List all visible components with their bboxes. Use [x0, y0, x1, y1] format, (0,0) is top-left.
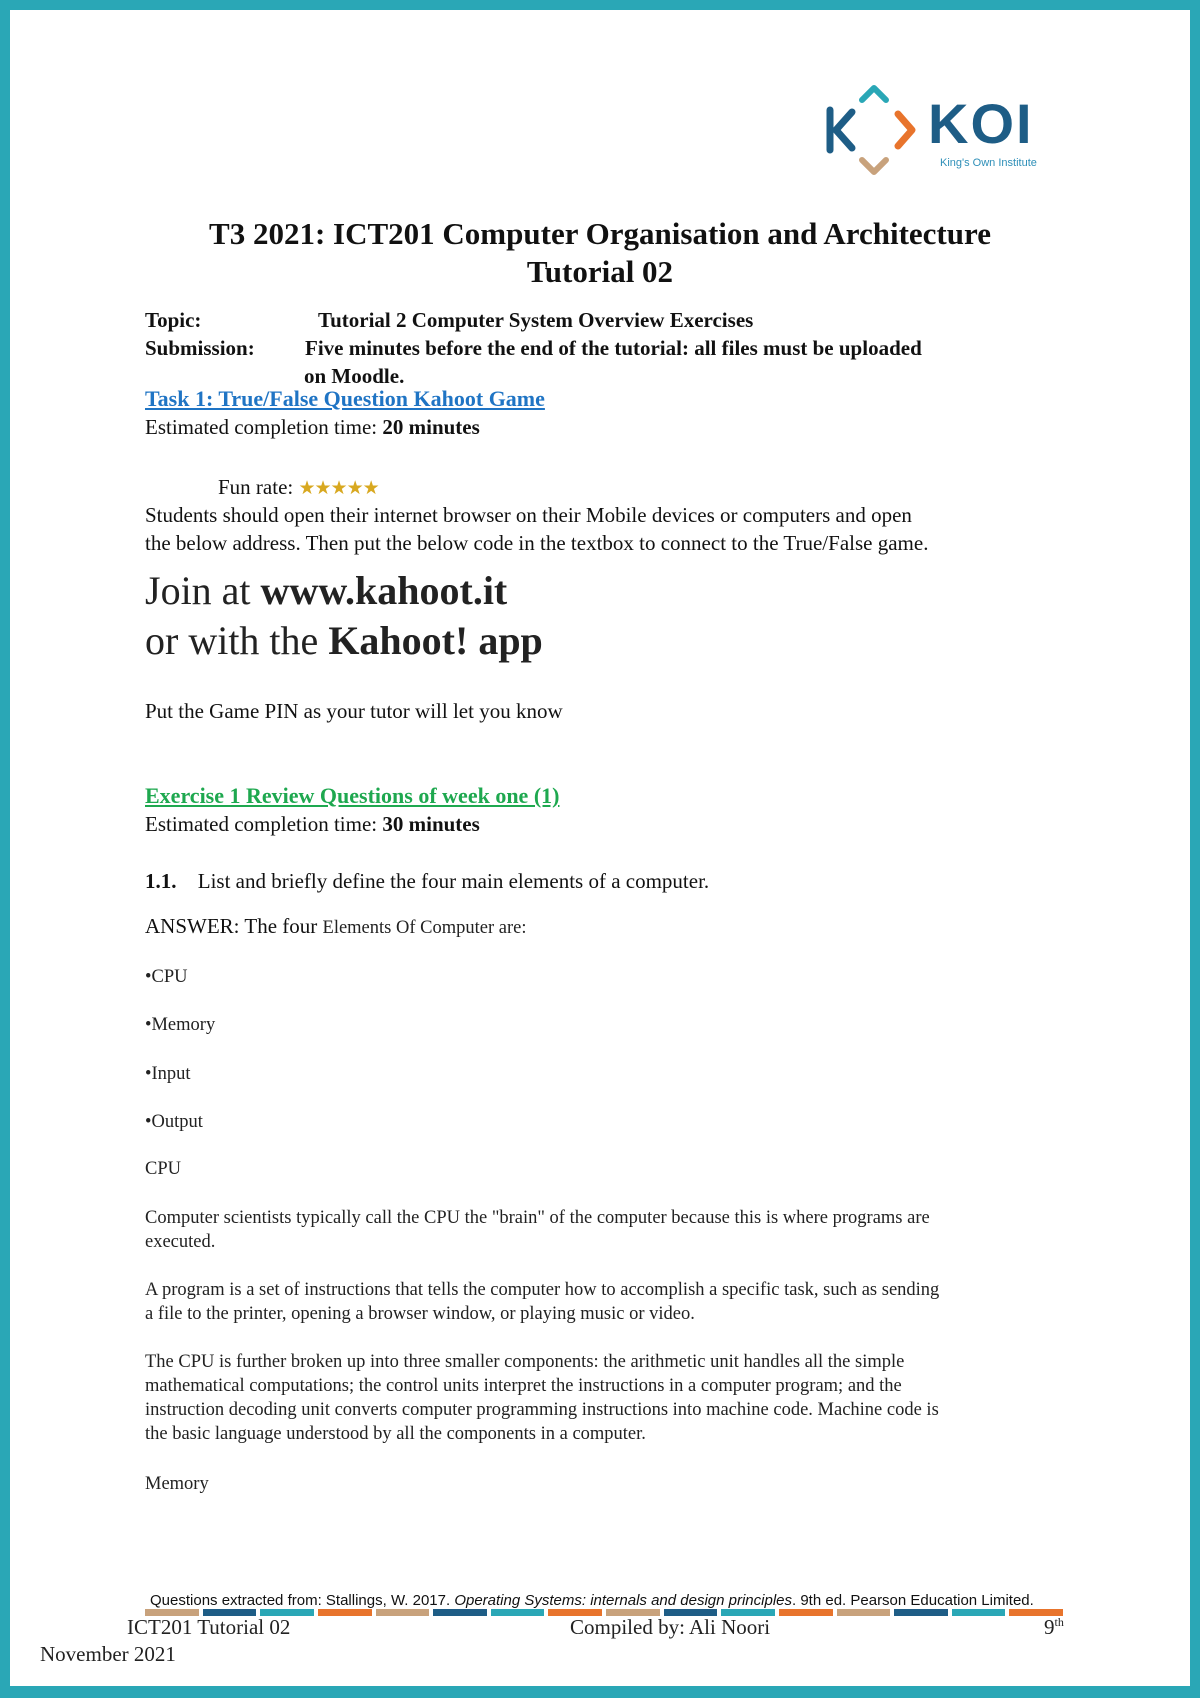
- color-bar-segment: [491, 1609, 545, 1616]
- submission-row: [145, 334, 922, 362]
- question-text: List and briefly define the four main elements of a computer.: [197, 869, 710, 893]
- answer-rest: Elements Of Computer are:: [322, 918, 527, 938]
- bullet-output: •Output: [145, 1112, 203, 1132]
- logo-subtitle: King's Own Institute: [940, 157, 1037, 169]
- color-bar-segment: [837, 1609, 891, 1616]
- exercise1-time-label: Estimated completion time:: [145, 812, 383, 836]
- join-line2-prefix: or with the: [145, 618, 329, 663]
- task1-time-label: Estimated completion time:: [145, 415, 383, 439]
- topic-label: Topic:: [145, 308, 202, 332]
- answer-intro: [145, 913, 526, 940]
- color-bar-segment: [376, 1609, 430, 1616]
- kahoot-app: Kahoot! app: [328, 618, 543, 663]
- bullet-input: •Input: [145, 1064, 191, 1084]
- source-prefix: Questions extracted from: Stallings, W. 2017.: [150, 1592, 455, 1609]
- memory-heading: Memory: [145, 1474, 209, 1494]
- footer-page-number: [1044, 1615, 1064, 1640]
- cpu-para3-line2: mathematical computations; the control units interpret the instructions in a computer program; and the: [145, 1376, 902, 1396]
- cpu-para3-line1: The CPU is further broken up into three smaller components: the arithmetic unit handles all the simple: [145, 1352, 905, 1372]
- logo-wordmark: KOI: [928, 92, 1034, 155]
- task1-time-value: 20 minutes: [382, 415, 480, 439]
- submission-value: Five minutes before the end of the tutorial: all files must be uploaded: [305, 336, 922, 360]
- color-bar-segment: [894, 1609, 948, 1616]
- topic-row: [145, 306, 753, 334]
- footer-left: ICT201 Tutorial 02: [127, 1615, 291, 1639]
- footer-date: November 2021: [40, 1642, 176, 1666]
- cpu-para3-line4: the basic language understood by all the components in a computer.: [145, 1424, 646, 1444]
- page-num: 9: [1044, 1615, 1055, 1639]
- document-page: [10, 10, 1190, 1686]
- page-title-line1: T3 2021: ICT201 Computer Organisation and Architecture: [209, 216, 991, 251]
- exercise1-heading-link[interactable]: Exercise 1 Review Questions of week one (1): [145, 783, 560, 808]
- footer-source: [150, 1592, 1034, 1609]
- task1-instructions-line2: the below address. Then put the below code in the textbox to connect to the True/False game.: [145, 531, 929, 555]
- submission-value-cont: on Moodle.: [304, 364, 405, 388]
- exercise1-time-value: 30 minutes: [382, 812, 480, 836]
- bullet-memory: •Memory: [145, 1015, 216, 1035]
- color-bar-segment: [318, 1609, 372, 1616]
- fun-rate-label: Fun rate:: [218, 475, 294, 499]
- submission-label: Submission:: [145, 336, 255, 360]
- color-bar-segment: [779, 1609, 833, 1616]
- footer-center: Compiled by: Ali Noori: [570, 1615, 771, 1639]
- task1-time: [145, 414, 480, 441]
- color-bar-segment: [952, 1609, 1006, 1616]
- exercise1-time: [145, 811, 480, 838]
- kahoot-url[interactable]: www.kahoot.it: [260, 568, 508, 613]
- bullet-cpu: •CPU: [145, 967, 188, 987]
- join-line2: [145, 616, 543, 666]
- source-suffix: . 9th ed. Pearson Education Limited.: [792, 1592, 1034, 1609]
- cpu-heading: CPU: [145, 1159, 181, 1179]
- koi-logo: [822, 82, 1062, 182]
- answer-prefix: ANSWER: The four: [145, 914, 323, 938]
- cpu-para2-line2: a file to the printer, opening a browser window, or playing music or video.: [145, 1304, 695, 1324]
- cpu-para1-line2: executed.: [145, 1232, 216, 1252]
- color-bar-segment: [433, 1609, 487, 1616]
- game-pin-text: Put the Game PIN as your tutor will let you know: [145, 699, 563, 723]
- fun-rate-row: [218, 474, 379, 502]
- cpu-para3-line3: instruction decoding unit converts computer programming instructions into machine code. Machine code is: [145, 1400, 939, 1420]
- cpu-para1-line1: Computer scientists typically call the CPU the "brain" of the computer because this is where programs are: [145, 1208, 930, 1228]
- join-prefix: Join at: [145, 568, 261, 613]
- question-number: 1.1.: [145, 869, 177, 893]
- page-title-line2: Tutorial 02: [526, 254, 674, 289]
- koi-diamond-icon: [822, 82, 928, 182]
- task1-instructions-line1: Students should open their internet browser on their Mobile devices or computers and open: [145, 503, 912, 527]
- join-line1: [145, 566, 507, 616]
- source-title: Operating Systems: internals and design principles: [454, 1592, 792, 1609]
- topic-value: Tutorial 2 Computer System Overview Exercises: [318, 308, 754, 332]
- question-1-1: [145, 868, 709, 895]
- cpu-para2-line1: A program is a set of instructions that tells the computer how to accomplish a specific task, such as sending: [145, 1280, 940, 1300]
- page-num-sup: th: [1054, 1615, 1064, 1629]
- star-rating-icon: ★★★★★: [298, 478, 379, 499]
- task1-heading-link[interactable]: Task 1: True/False Question Kahoot Game: [145, 386, 545, 411]
